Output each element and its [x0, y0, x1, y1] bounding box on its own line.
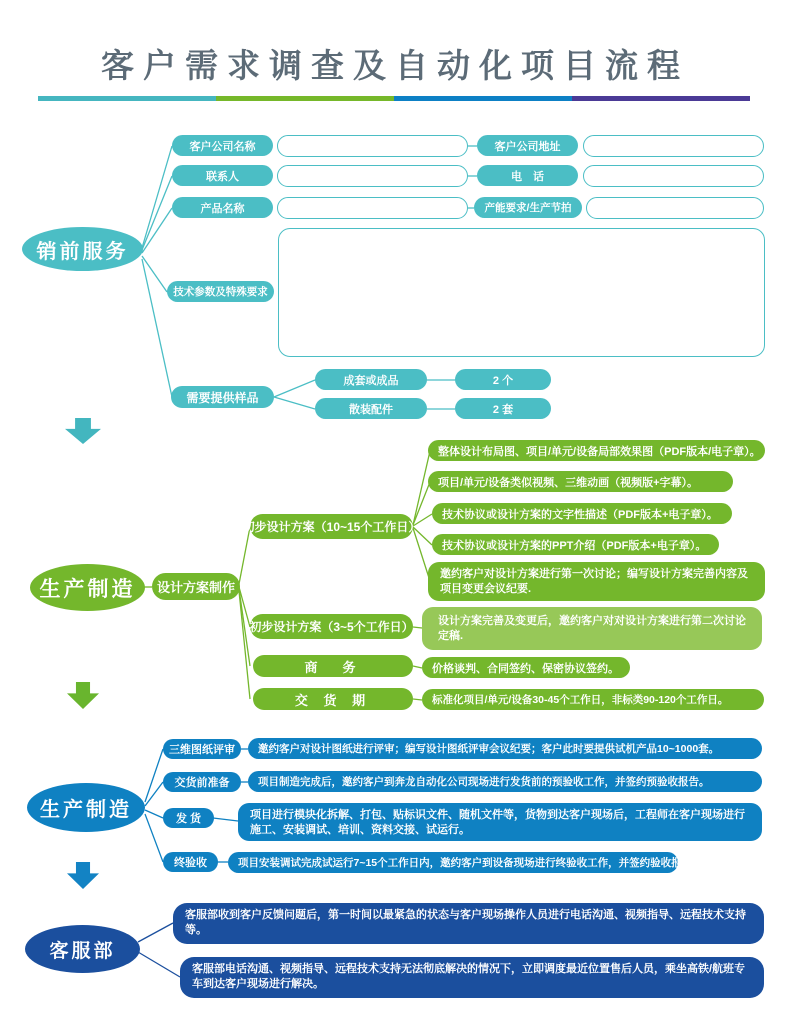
branch-preliminary-design-3-5: 初步设计方案（3~5个工作日） — [250, 614, 413, 639]
down-arrow-icon — [67, 682, 99, 709]
branch-final-acceptance: 终验收 — [163, 852, 218, 872]
sample-qty-complete-set: 2 个 — [455, 369, 551, 390]
field-label-company-address: 客户公司地址 — [477, 135, 578, 156]
sample-type-loose-parts: 散装配件 — [315, 398, 427, 419]
design-leaf-first-discussion: 邀约客户对设计方案进行第一次讨论；编写设计方案完善内容及项目变更会议纪要. — [428, 562, 765, 601]
divider-segment-teal — [38, 96, 216, 101]
input-box-company-name — [277, 135, 468, 157]
node-customer-service-label: 客服部 — [49, 940, 116, 962]
node-customer-service — [25, 925, 140, 973]
business-leaf-negotiation: 价格谈判、合同签约、保密协议签约。 — [422, 657, 630, 678]
delivery-leaf-working-days: 标准化项目/单元/设备30-45个工作日，非标类90-120个工作日。 — [422, 689, 764, 710]
sample-type-complete-set: 成套或成品 — [315, 369, 427, 390]
branch-design-plan-making: 设计方案制作 — [152, 573, 240, 600]
field-label-capacity: 产能要求/生产节拍 — [474, 197, 582, 218]
manufacturing-leaf-shipping: 项目进行模块化拆解、打包、贴标识文件、随机文件等，货物到达客户现场后，工程师在客户现场进行施工、安装调试、培训、资料交接、试运行。 — [238, 803, 762, 841]
node-design — [30, 564, 145, 611]
design-leaf-second-discussion: 设计方案完善及变更后，邀约客户对对设计方案进行第二次讨论定稿. — [422, 607, 762, 650]
input-box-tech-parameters — [278, 228, 765, 357]
branch-3d-drawing-review: 三维图纸评审 — [163, 739, 241, 759]
input-box-capacity — [586, 197, 764, 219]
divider-segment-green — [216, 96, 394, 101]
branch-business: 商 务 — [253, 655, 413, 677]
field-label-samples: 需要提供样品 — [171, 386, 274, 408]
title-divider — [38, 96, 750, 101]
node-presales-label: 销前服务 — [36, 240, 129, 263]
field-label-phone: 电 话 — [477, 165, 578, 186]
input-box-phone — [583, 165, 764, 187]
field-label-company-name: 客户公司名称 — [172, 135, 273, 156]
branch-delivery-period: 交 货 期 — [253, 688, 413, 710]
input-box-product-name — [277, 197, 468, 219]
design-leaf-text-description: 技术协议或设计方案的文字性描述（PDF版本+电子章）。 — [432, 503, 732, 524]
field-label-contact: 联系人 — [172, 165, 273, 186]
page-title: 客户需求调查及自动化项目流程 — [101, 47, 689, 84]
sample-qty-loose-parts: 2 套 — [455, 398, 551, 419]
manufacturing-leaf-drawing-review: 邀约客户对设计图纸进行评审；编写设计图纸评审会议纪要；客户此时要提供试机产品10~1000套。 — [248, 738, 762, 759]
down-arrow-icon — [67, 862, 99, 889]
node-presales — [22, 227, 143, 271]
divider-segment-purple — [572, 96, 750, 101]
branch-pre-delivery-prep: 交货前准备 — [163, 772, 241, 792]
manufacturing-leaf-pre-acceptance: 项目制造完成后，邀约客户到奔龙自动化公司现场进行发货前的预验收工作，并签约预验收报告。 — [248, 771, 762, 792]
design-leaf-ppt-intro: 技术协议或设计方案的PPT介绍（PDF版本+电子章）。 — [432, 534, 719, 555]
field-label-tech-parameters: 技术参数及特殊要求 — [167, 281, 274, 302]
node-design-label: 生产制造 — [39, 577, 136, 601]
node-manufacturing-label: 生产制造 — [40, 799, 132, 821]
input-box-company-address — [583, 135, 764, 157]
field-label-product-name: 产品名称 — [172, 197, 273, 218]
service-leaf-remote-support: 客服部收到客户反馈问题后，第一时间以最紧急的状态与客户现场操作人员进行电话沟通、视频指导、远程技术支持等。 — [173, 903, 764, 944]
design-leaf-layout-drawings: 整体设计布局图、项目/单元/设备局部效果图（PDF版本/电子章）。 — [428, 440, 765, 461]
input-box-contact — [277, 165, 468, 187]
branch-shipping: 发 货 — [163, 808, 214, 828]
service-leaf-onsite-dispatch: 客服部电话沟通、视频指导、远程技术支持无法彻底解决的情况下，立即调度最近位置售后人员，乘坐高铁/航班专车到达客户现场进行解决。 — [180, 957, 764, 998]
node-manufacturing — [27, 783, 145, 832]
divider-segment-blue — [394, 96, 572, 101]
down-arrow-icon — [65, 418, 101, 444]
manufacturing-leaf-final-acceptance: 项目安装调试完成试运行7~15个工作日内，邀约客户到设备现场进行终验收工作，并签约验收报告。 — [228, 852, 678, 873]
branch-preliminary-design-10-15: 初步设计方案（10~15个工作日） — [250, 514, 413, 539]
design-leaf-video-animation: 项目/单元/设备类似视频、三维动画（视频版+字幕）。 — [428, 471, 733, 492]
